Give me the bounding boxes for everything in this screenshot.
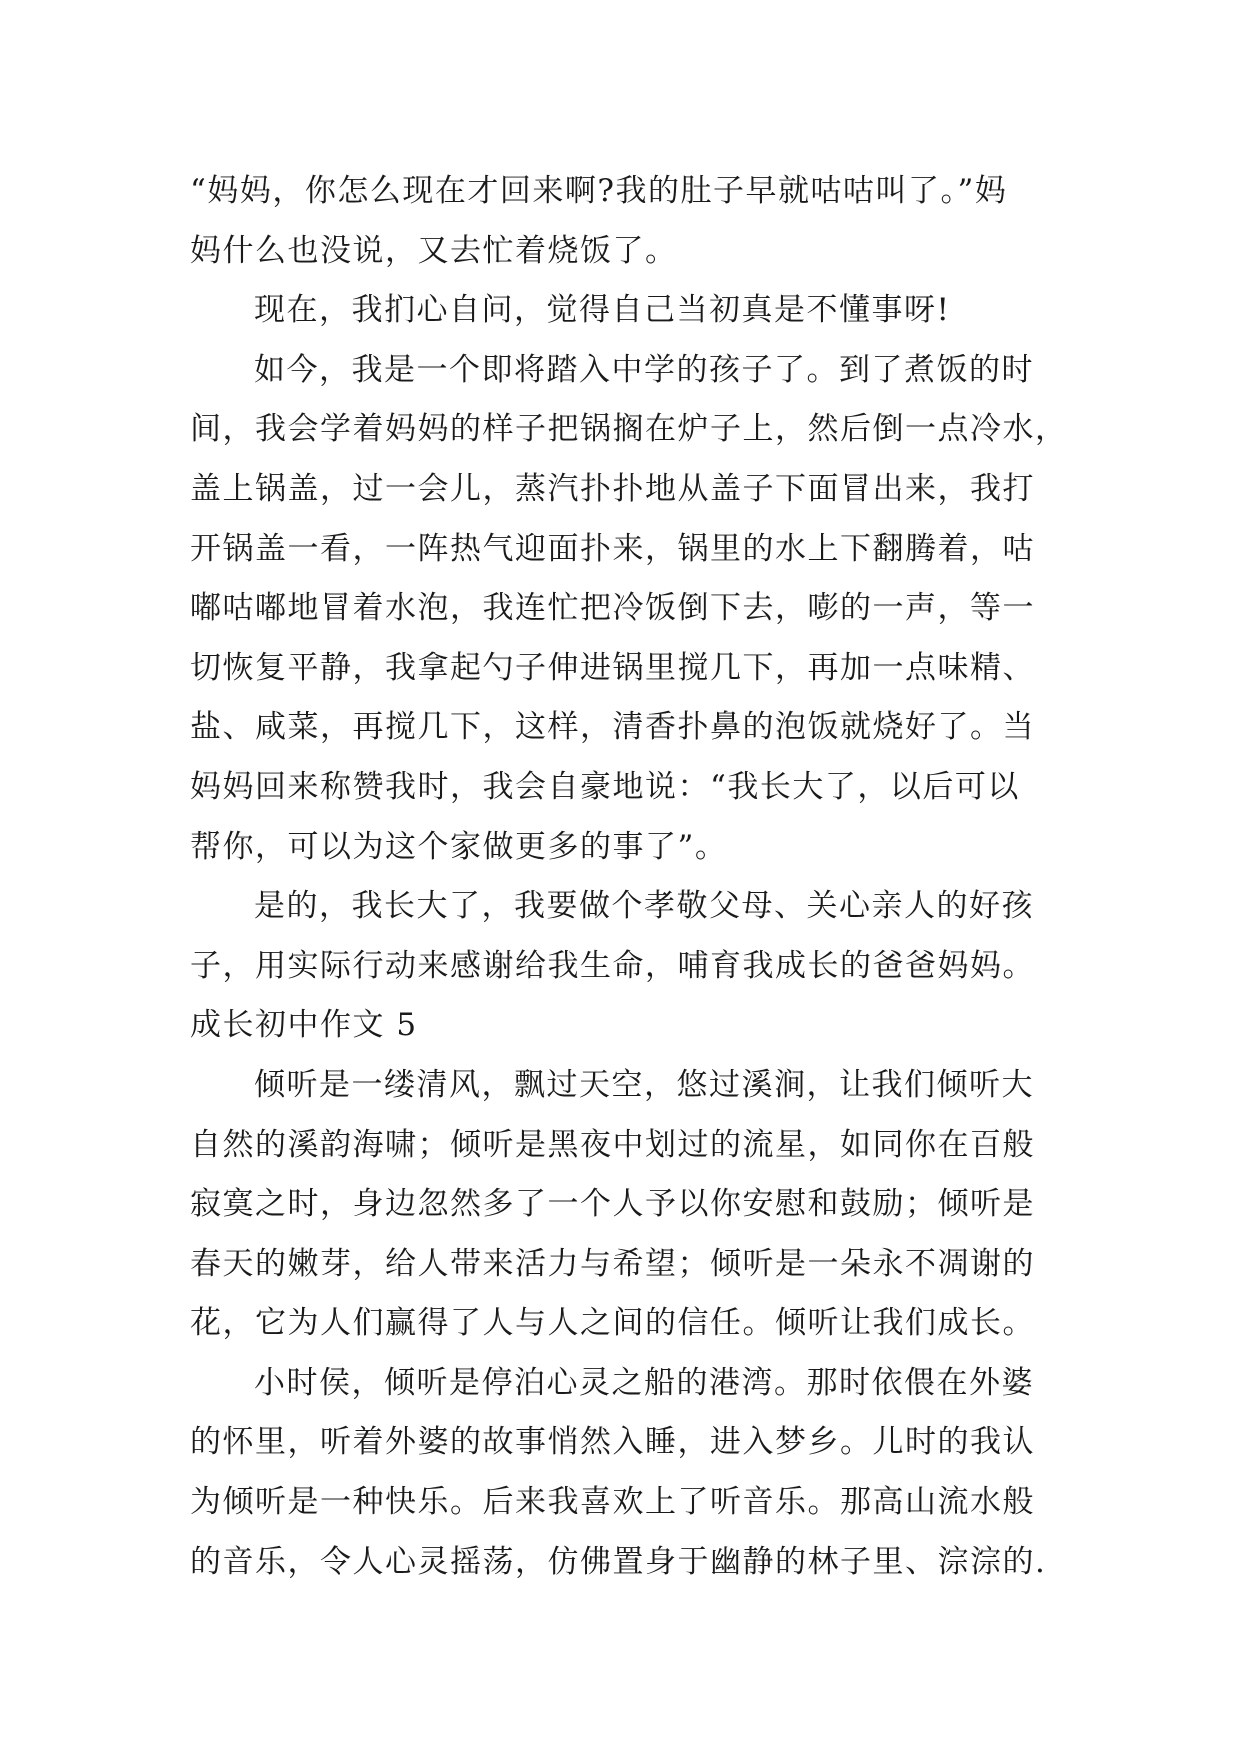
text-line: 春天的嫩芽，给人带来活力与希望；倾听是一朵永不凋谢的 [190, 1245, 1035, 1282]
text-line: 寂寞之时，身边忽然多了一个人予以你安慰和鼓励；倾听是 [190, 1186, 1035, 1223]
text-line: 间，我会学着妈妈的样子把锅搁在炉子上，然后倒一点冷水， [190, 411, 1068, 448]
text-line: 盖上锅盖，过一会儿，蒸汽扑扑地从盖子下面冒出来，我打 [190, 470, 1035, 507]
paragraph-first-line: 是的，我长大了，我要做个孝敬父母、关心亲人的好孩 [254, 888, 1034, 925]
text-line: “妈妈，你怎么现在才回来啊?我的肚子早就咕咕叫了。”妈 [190, 173, 1008, 209]
text-line: 自然的溪韵海啸；倾听是黑夜中划过的流星，如同你在百般 [190, 1126, 1035, 1163]
paragraph-first-line: 如今，我是一个即将踏入中学的孩子了。到了煮饭的时 [254, 351, 1034, 388]
text-line: 为倾听是一种快乐。后来我喜欢上了听音乐。那高山流水般 [190, 1484, 1035, 1521]
paragraph-first-line: 现在，我扪心自问，觉得自己当初真是不懂事呀! [254, 292, 951, 329]
paragraph-first-line: 倾听是一缕清风，飘过天空，悠过溪涧，让我们倾听大 [254, 1066, 1034, 1103]
text-line: 的音乐，令人心灵摇荡，仿佛置身于幽静的林子里、淙淙的. [190, 1543, 1047, 1580]
text-line: 开锅盖一看，一阵热气迎面扑来，锅里的水上下翻腾着，咕 [190, 530, 1035, 567]
text-line: 嘟咕嘟地冒着水泡，我连忙把冷饭倒下去，嘭的一声，等一 [190, 590, 1035, 627]
text-line: 妈什么也没说，又去忙着烧饭了。 [190, 232, 678, 269]
text-line: 切恢复平静，我拿起勺子伸进锅里搅几下，再加一点味精、 [190, 649, 1035, 686]
paragraph-first-line: 小时侯，倾听是停泊心灵之船的港湾。那时依偎在外婆 [254, 1364, 1034, 1401]
text-line: 花，它为人们赢得了人与人之间的信任。倾听让我们成长。 [190, 1305, 1035, 1342]
essay-body [190, 162, 1068, 1592]
text-line: 盐、咸菜，再搅几下，这样，清香扑鼻的泡饭就烧好了。当 [190, 709, 1035, 746]
text-line: 子，用实际行动来感谢给我生命，哺育我成长的爸爸妈妈。 [190, 947, 1035, 984]
text-line: 帮你，可以为这个家做更多的事了”。 [190, 828, 728, 865]
section-heading: 成长初中作文 5 [190, 1007, 418, 1044]
text-line: 妈妈回来称赞我时，我会自豪地说：“我长大了，以后可以 [190, 768, 1020, 805]
text-line: 的怀里，听着外婆的故事悄然入睡，进入梦乡。儿时的我认 [190, 1424, 1035, 1461]
